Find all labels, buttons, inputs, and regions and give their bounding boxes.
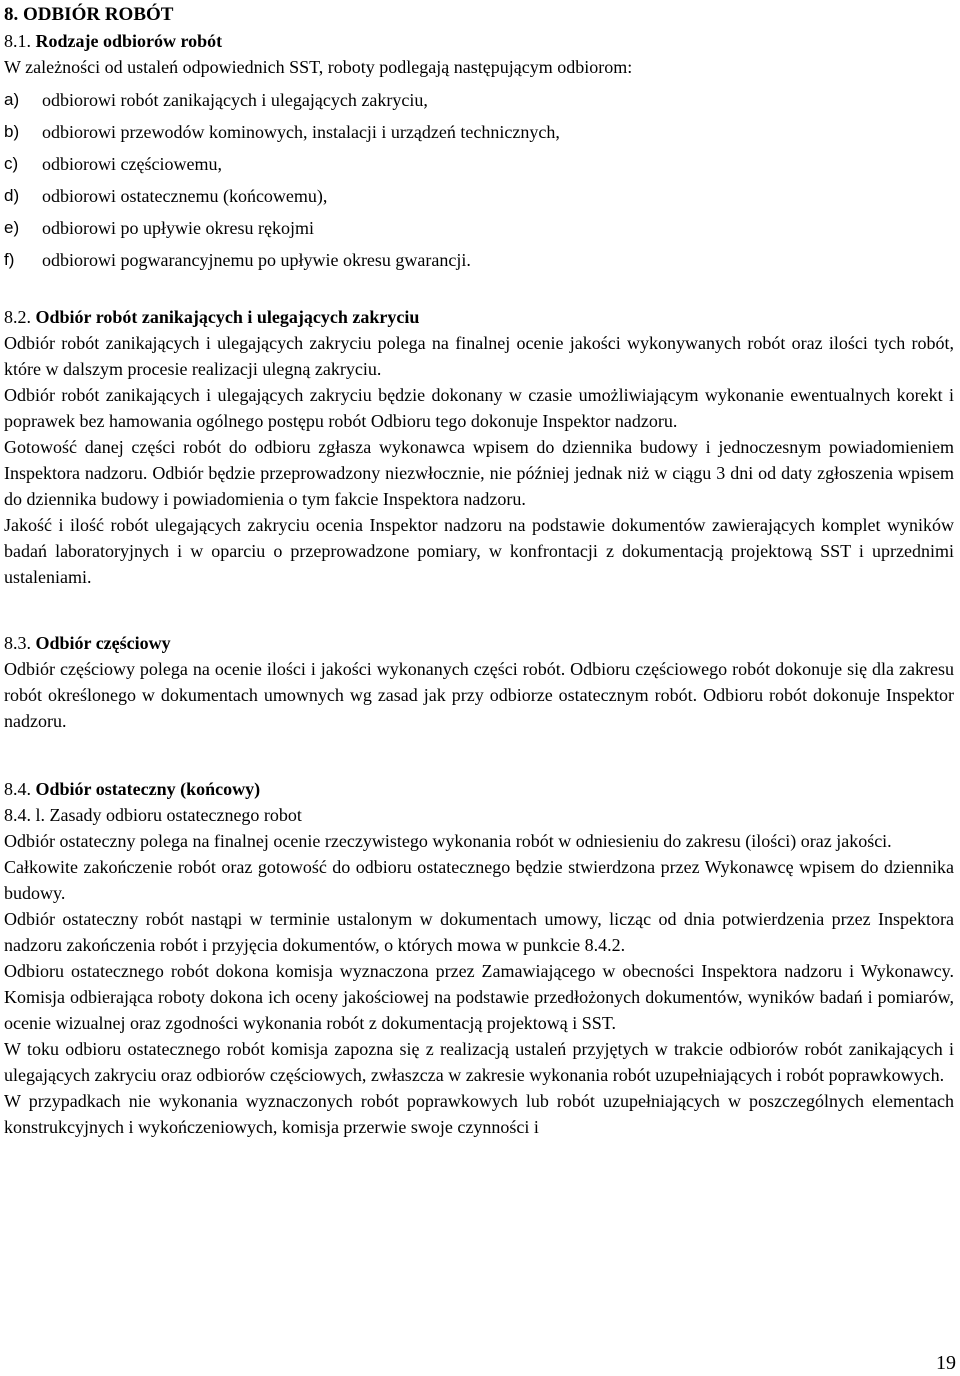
paragraph: W przypadkach nie wykonania wyznaczonych robót poprawkowych lub robót uzupełniających w poszczególnych elementach konstrukcyjnych i wykończeniowych, komisja przerwie swoje czynności i (4, 1091, 954, 1137)
list-item: a) odbiorowi robót zanikających i ulegających zakryciu, (4, 90, 428, 110)
subsection-number: 8.3. (4, 633, 31, 653)
subsection-8-1-heading (4, 28, 954, 54)
list-item: f) odbiorowi pogwarancyjnemu po upływie okresu gwarancji. (4, 250, 471, 270)
paragraph: Odbiór robót zanikających i ulegających zakryciu polega na finalnej ocenie jakości wykonywanych robót oraz ilości tych robót, które w dalszym procesie realizacji ulegną zakryciu. (4, 333, 954, 379)
subsection-8-1-intro: W zależności od ustaleń odpowiednich SST, roboty podlegają następującym odbiorom: (4, 57, 633, 77)
subsection-8-3-heading (4, 630, 954, 656)
list-item: b) odbiorowi przewodów kominowych, instalacji i urządzeń technicznych, (4, 122, 560, 142)
page-number: 19 (936, 1352, 956, 1374)
subsection-8-2-heading (4, 304, 954, 330)
paragraph: Odbiór częściowy polega na ocenie ilości i jakości wykonanych części robót. Odbioru częściowego robót dokonuje się dla zakresu robót określonego w dokumentach umownych wg zasad jak przy odbiorze ostatecznym robót. Odbioru robót dokonuje Inspektor nadzoru. (4, 659, 954, 731)
list-item: d) odbiorowi ostatecznemu (końcowemu), (4, 186, 328, 206)
paragraph: Odbioru ostatecznego robót dokona komisja wyznaczona przez Zamawiającego w obecności Inspektora nadzoru i Wykonawcy. Komisja odbierająca roboty dokona ich oceny jakościowej na podstawie przedłożonych dokumentów, wyników badań i pomiarów, ocenie wizualnej oraz zgodności wykonania robót z dokumentacją projektową i SST. (4, 961, 954, 1033)
list-item: e) odbiorowi po upływie okresu rękojmi (4, 218, 314, 238)
paragraph: Jakość i ilość robót ulegających zakryciu ocenia Inspektor nadzoru na podstawie dokumentów zawierających komplet wyników badań laboratoryjnych i w oparciu o przeprowadzone pomiary, w konfrontacji z dokumentacją projektową SST i uprzednimi ustaleniami. (4, 515, 954, 587)
list-item: c) odbiorowi częściowemu, (4, 154, 222, 174)
section-heading: 8. ODBIÓR ROBÓT (4, 4, 174, 25)
subsection-title: Odbiór ostateczny (końcowy) (35, 779, 261, 799)
paragraph: Gotowość danej części robót do odbioru zgłasza wykonawca wpisem do dziennika budowy i jednoczesnym powiadomieniem Inspektora nadzoru. Odbiór będzie przeprowadzony niezwłocznie, nie później jednak niż w ciągu 3 dni od daty zgłoszenia wpisem do dziennika budowy i powiadomienia o tym fakcie Inspektora nadzoru. (4, 437, 954, 509)
subsection-number: 8.2. (4, 307, 31, 327)
subsection-number: 8.1. (4, 31, 31, 51)
paragraph: Całkowite zakończenie robót oraz gotowość do odbioru ostatecznego będzie stwierdzona przez Wykonawcę wpisem do dziennika budowy. (4, 857, 954, 903)
document-page (4, 2, 954, 1140)
subsection-title: Rodzaje odbiorów robót (35, 31, 223, 51)
subsection-title: Odbiór częściowy (35, 633, 171, 653)
paragraph: Odbiór robót zanikających i ulegających zakryciu będzie dokonany w czasie umożliwiającym wykonanie ewentualnych korekt i poprawek bez hamowania ogólnego postępu robót Odbioru tego dokonuje Inspektor nadzoru. (4, 385, 954, 431)
paragraph: Odbiór ostateczny polega na finalnej ocenie rzeczywistego wykonania robót w odniesieniu do zakresu (ilości) oraz jakości. (4, 831, 892, 851)
paragraph: Odbiór ostateczny robót nastąpi w terminie ustalonym w dokumentach umowy, licząc od dnia potwierdzenia przez Inspektora nadzoru zakończenia robót i przyjęcia dokumentów, o których mowa w punkcie 8.4.2. (4, 909, 954, 955)
subsection-number: 8.4. (4, 779, 31, 799)
subsection-8-4-1-heading: 8.4. l. Zasady odbioru ostatecznego robot (4, 805, 302, 825)
paragraph: W toku odbioru ostatecznego robót komisja zapozna się z realizacją ustaleń przyjętych w trakcie odbiorów robót zanikających i ulegających zakryciu oraz odbiorów częściowych, zwłaszcza w zakresie wykonania robót uzupełniających i robót poprawkowych. (4, 1039, 954, 1085)
odbior-types-list (4, 84, 954, 276)
subsection-8-4-heading (4, 776, 954, 802)
subsection-title: Odbiór robót zanikających i ulegających zakryciu (35, 307, 420, 327)
